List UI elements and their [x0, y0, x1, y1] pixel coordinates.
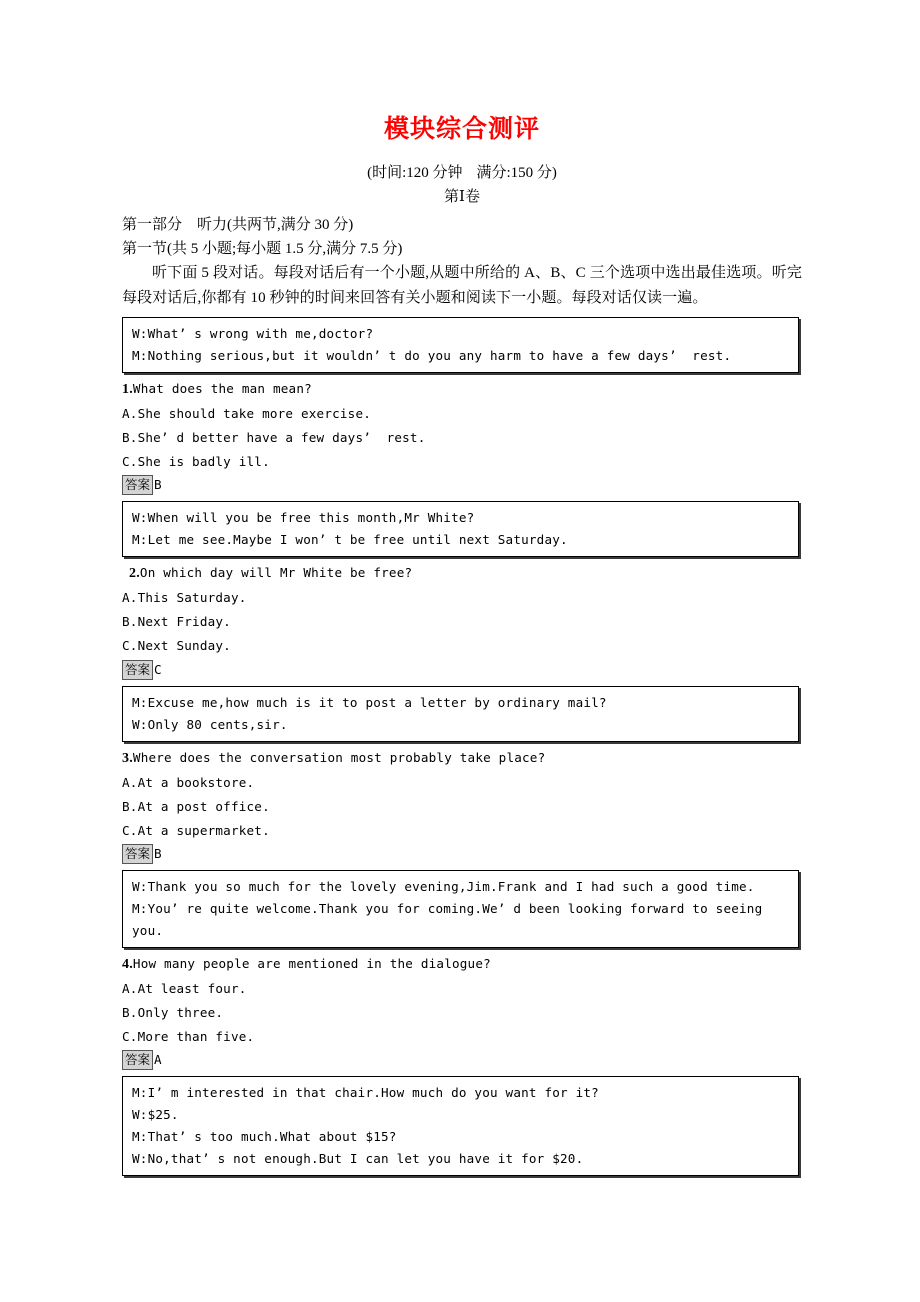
volume-label: 第Ⅰ卷 — [444, 189, 480, 205]
dialogue-line: W:Thank you so much for the lovely evening,Jim.Frank and I had such a good time. — [132, 878, 755, 894]
dialogue-line: M:I’ m interested in that chair.How much do you want for it? — [132, 1085, 599, 1101]
option-b[interactable]: B.Only three. — [122, 1004, 224, 1020]
dialogue-line: W:When will you be free this month,Mr White? — [132, 510, 475, 526]
question-block-2 — [122, 501, 802, 680]
exam-score: 满分:150 分) — [476, 165, 557, 181]
question-number: 2. — [129, 566, 140, 582]
option-a[interactable]: A.At a bookstore. — [122, 774, 255, 790]
option-c[interactable]: C.More than five. — [122, 1028, 255, 1044]
dialogue-line: W:No,that’ s not enough.But I can let you have it for $20. — [132, 1151, 584, 1167]
question-text: How many people are mentioned in the dialogue? — [132, 955, 491, 971]
dialogue-line: W:What’ s wrong with me,doctor? — [132, 326, 374, 341]
dialogue-line: M:Let me see.Maybe I won’ t be free until next Saturday. — [132, 532, 568, 548]
listening-instructions: 听下面 5 段对话。每段对话后有一个小题,从题中所给的 A、B、C 三个选项中选出最佳选项。听完每段对话后,你都有 10 秒钟的时间来回答有关小题和阅读下一小题。每段对话仅读一遍。 — [122, 265, 802, 306]
option-c[interactable]: C.She is badly ill. — [122, 454, 270, 469]
question-text: What does the man mean? — [132, 381, 312, 396]
question-text: Where does the conversation most probably take place? — [132, 749, 546, 765]
option-b[interactable]: B.Next Friday. — [122, 614, 231, 630]
question-stem — [122, 952, 802, 977]
option-c[interactable]: C.Next Sunday. — [122, 638, 231, 654]
question-number: 1. — [122, 382, 133, 397]
exam-subtitle — [122, 162, 802, 185]
answer-row — [122, 658, 802, 680]
answer-badge: 答案 — [122, 475, 153, 495]
page-content — [122, 112, 802, 1180]
answer-value: A — [154, 1052, 162, 1068]
question-block-3 — [122, 686, 802, 865]
answer-badge: 答案 — [122, 844, 153, 864]
dialogue-box-2 — [122, 501, 799, 557]
part-one-heading: 第一部分 听力(共两节,满分 30 分) — [122, 217, 354, 233]
option-a[interactable]: A.At least four. — [122, 980, 247, 996]
question-number: 3. — [122, 750, 133, 766]
question-block-1 — [122, 317, 802, 496]
answer-value: C — [154, 661, 162, 677]
exam-time: (时间:120 分钟 — [367, 165, 463, 181]
section-one-heading: 第一节(共 5 小题;每小题 1.5 分,满分 7.5 分) — [122, 241, 403, 257]
answer-row — [122, 474, 802, 496]
answer-badge: 答案 — [122, 660, 153, 680]
option-b[interactable]: B.She’ d better have a few days’ rest. — [122, 430, 426, 445]
question-block-4 — [122, 870, 802, 1071]
dialogue-line: M:That’ s too much.What about $15? — [132, 1129, 397, 1145]
question-text: On which day will Mr White be free? — [139, 565, 413, 581]
answer-badge: 答案 — [122, 1050, 153, 1070]
dialogue-line: M:Excuse me,how much is it to post a letter by ordinary mail? — [132, 694, 607, 710]
dialogue-line: M:Nothing serious,but it wouldn’ t do you any harm to have a few days’ rest. — [132, 348, 732, 363]
question-stem — [122, 746, 802, 771]
dialogue-line: W:$25. — [132, 1107, 179, 1123]
option-a[interactable]: A.This Saturday. — [122, 590, 247, 606]
answer-value: B — [154, 477, 162, 493]
dialogue-box-5 — [122, 1076, 799, 1176]
answer-value: B — [154, 845, 162, 861]
dialogue-line: M:You’ re quite welcome.Thank you for coming.We’ d been looking forward to seeing you. — [132, 900, 771, 938]
option-c[interactable]: C.At a supermarket. — [122, 822, 270, 838]
option-b[interactable]: B.At a post office. — [122, 798, 270, 814]
dialogue-box-4 — [122, 870, 799, 948]
question-number: 4. — [122, 956, 133, 972]
question-stem — [122, 377, 802, 402]
option-a[interactable]: A.She should take more exercise. — [122, 406, 372, 421]
question-stem — [122, 561, 802, 586]
dialogue-box-3 — [122, 686, 799, 742]
answer-row — [122, 843, 802, 865]
answer-row — [122, 1049, 802, 1071]
dialogue-line: W:Only 80 cents,sir. — [132, 716, 288, 732]
dialogue-box-1 — [122, 317, 799, 373]
page-title: 模块综合测评 — [383, 114, 540, 143]
